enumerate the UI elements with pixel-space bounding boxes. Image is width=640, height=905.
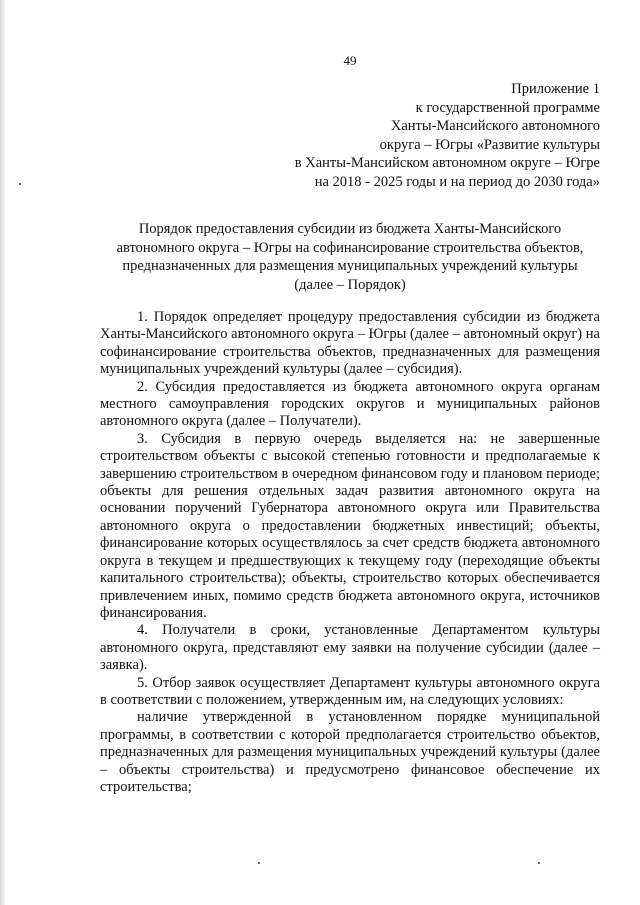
document-title <box>94 220 606 294</box>
title-line: Порядок предоставления субсидии из бюджета Ханты-Мансийского <box>138 221 562 237</box>
paragraph-5: 5. Отбор заявок осуществляет Департамент культуры автономного округа в соответствии с положением, утвержденным им, на следующих условиях: <box>100 674 600 708</box>
appendix-line: округа – Югры «Развитие культуры <box>379 136 600 153</box>
page-number: 49 <box>343 53 357 68</box>
document-body <box>100 309 600 796</box>
appendix-header <box>240 80 600 192</box>
scan-speck <box>258 862 260 864</box>
paragraph-1: 1. Порядок определяет процедуру предоставления субсидии из бюджета Ханты-Мансийского автономного округа – Югры (далее – автономный округ) на софинансирование строительства объектов, предназначенных для размещения муниципальных учреждений культуры (далее – субсидия). <box>100 309 600 378</box>
title-line: автономного округа – Югры на софинансирование строительства объектов, <box>116 239 584 256</box>
appendix-line: Ханты-Мансийского автономного <box>390 118 600 135</box>
appendix-line: на 2018 - 2025 годы и на период до 2030 года» <box>314 173 600 190</box>
paragraph-2: 2. Субсидия предоставляется из бюджета автономного округа органам местного самоуправления городских округов и муниципальных районов автономного округа (далее – Получатели). <box>100 378 600 430</box>
appendix-line: Приложение 1 <box>511 81 600 97</box>
appendix-line: в Ханты-Мансийском автономном округе – Югре <box>294 155 600 172</box>
title-line: предназначенных для размещения муниципальных учреждений культуры <box>122 258 578 275</box>
paragraph-5-condition-1: наличие утвержденной в установленном порядке муниципальной программы, в соответствии с которой предполагается строительство объектов, предназначенных для размещения муниципальных учреждений культуры (далее – объекты строительства) и предусмотрено финансовое обеспечение их строительства; <box>100 709 600 795</box>
paragraph-3: 3. Субсидия в первую очередь выделяется на: не завершенные строительством объекты с высокой степенью готовности и предполагаемые к завершению строительством в очередном финансовом году и плановом периоде; объекты для решения отдельных задач развития автономного округа на основании поручений Губернатора автономного округа или Правительства автономного округа о предоставлении бюджетных инвестиций; объекты, финансирование которых осуществлялось за счет средств бюджета автономного округа в текущем и предшествующих к текущему году (переходящие объекты капитального строительства); объекты, строительство которых обеспечивается привлечением иных, помимо средств бюджета автономного округа, источников финансирования. <box>100 430 600 621</box>
appendix-line: к государственной программе <box>415 99 600 116</box>
title-line: (далее – Порядок) <box>294 276 406 293</box>
scan-edge <box>0 0 5 905</box>
paragraph-4: 4. Получатели в сроки, установленные Департаментом культуры автономного округа, представляют ему заявки на получение субсидии (далее – заявка). <box>100 622 600 674</box>
scan-speck <box>538 862 540 864</box>
scan-speck <box>19 183 21 185</box>
